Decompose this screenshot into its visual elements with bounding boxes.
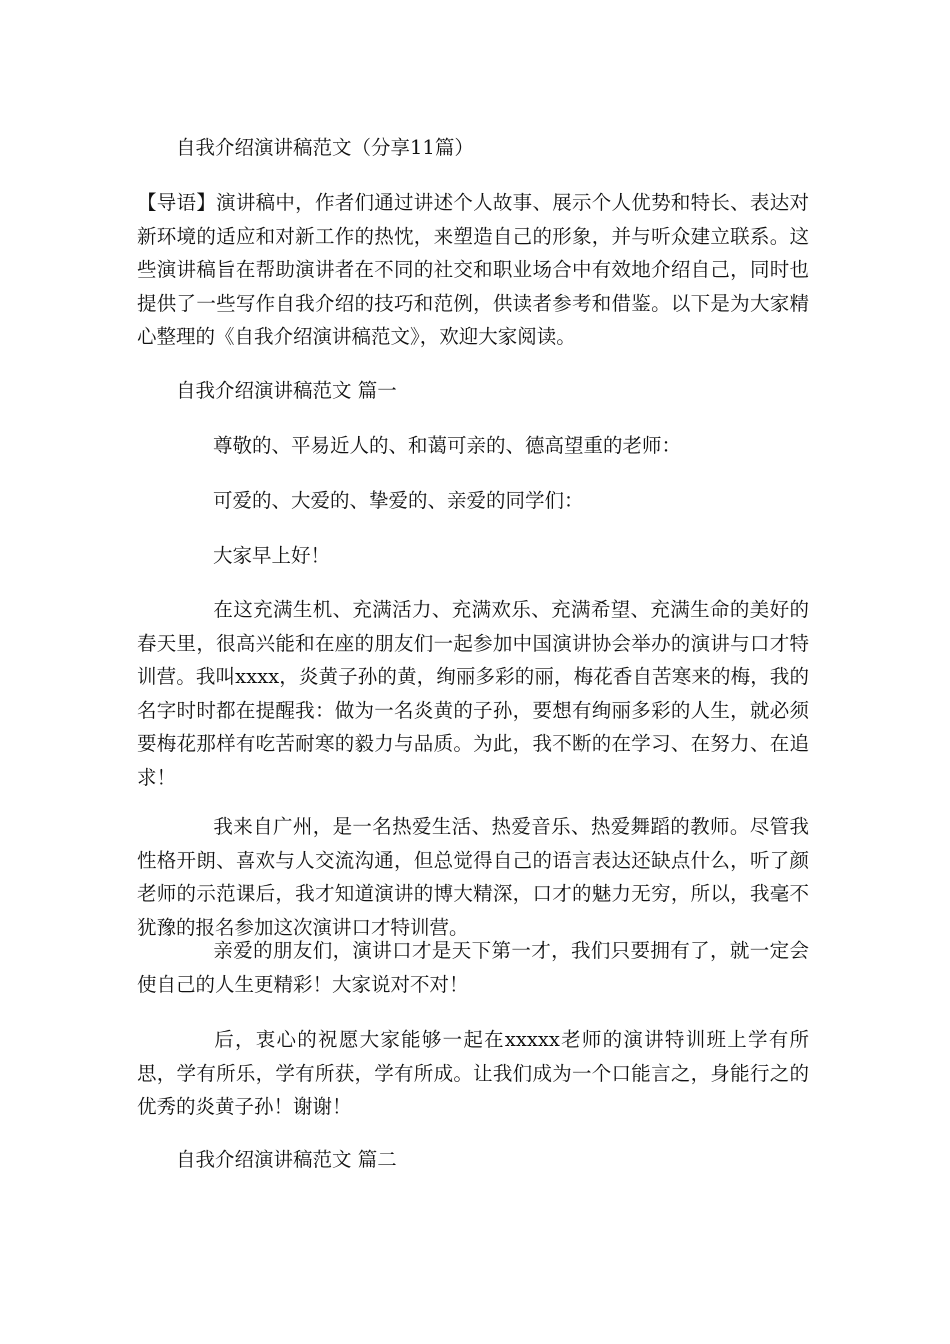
body-paragraph-2 (137, 810, 809, 944)
body-paragraph-1-text: 在这充满生机、充满活力、充满欢乐、充满希望、充满生命的美好的春天里，很高兴能和在座的朋友们一起参加中国演讲协会举办的演讲与口才特训营。我叫xxxx，炎黄子孙的黄，绚丽多彩的丽，梅花香自苦寒来的梅，我的名字时时都在提醒我：做为一名炎黄的子孙，要想有绚丽多彩的人生，就必须要梅花那样有吃苦耐寒的毅力与品质。为此，我不断的在学习、在努力、在追求！ (137, 598, 809, 789)
body-paragraph-3 (137, 934, 809, 1001)
intro-paragraph: 【导语】演讲稿中，作者们通过讲述个人故事、展示个人优势和特长、表达对新环境的适应和对新工作的热忱，来塑造自己的形象，并与听众建立联系。这些演讲稿旨在帮助演讲者在不同的社交和职业场合中有效地介绍自己，同时也提供了一些写作自我介绍的技巧和范例，供读者参考和借鉴。以下是为大家精心整理的《自我介绍演讲稿范文》，欢迎大家阅读。 (137, 191, 809, 348)
body-paragraph-4-text: 后，衷心的祝愿大家能够一起在xxxxx老师的演讲特训班上学有所思，学有所乐，学有所获，学有所成。让我们成为一个口能言之，身能行之的优秀的炎黄子孙！谢谢！ (137, 1028, 809, 1118)
body-paragraph-3-text: 亲爱的朋友们，演讲口才是天下第一才，我们只要拥有了，就一定会使自己的人生更精彩！大家说对不对！ (137, 939, 809, 996)
section-heading-1: 自我介绍演讲稿范文 篇一 (176, 379, 397, 402)
document-title: 自我介绍演讲稿范文（分享11篇） (176, 136, 474, 159)
body-paragraph-4 (137, 1023, 809, 1124)
salutation-classmates: 可爱的、大爱的、挚爱的、亲爱的同学们： (213, 489, 584, 512)
body-paragraph-1 (137, 593, 809, 794)
body-paragraph-2-text: 我来自广州，是一名热爱生活、热爱音乐、热爱舞蹈的教师。尽管我性格开朗、喜欢与人交流沟通，但总觉得自己的语言表达还缺点什么，听了颜老师的示范课后，我才知道演讲的博大精深，口才的魅力无穷，所以，我毫不犹豫的报名参加这次演讲口才特训营。 (137, 815, 809, 939)
section-heading-2: 自我介绍演讲稿范文 篇二 (176, 1148, 397, 1171)
greeting-morning: 大家早上好！ (213, 544, 331, 567)
salutation-teachers: 尊敬的、平易近人的、和蔼可亲的、德高望重的老师： (213, 434, 682, 457)
